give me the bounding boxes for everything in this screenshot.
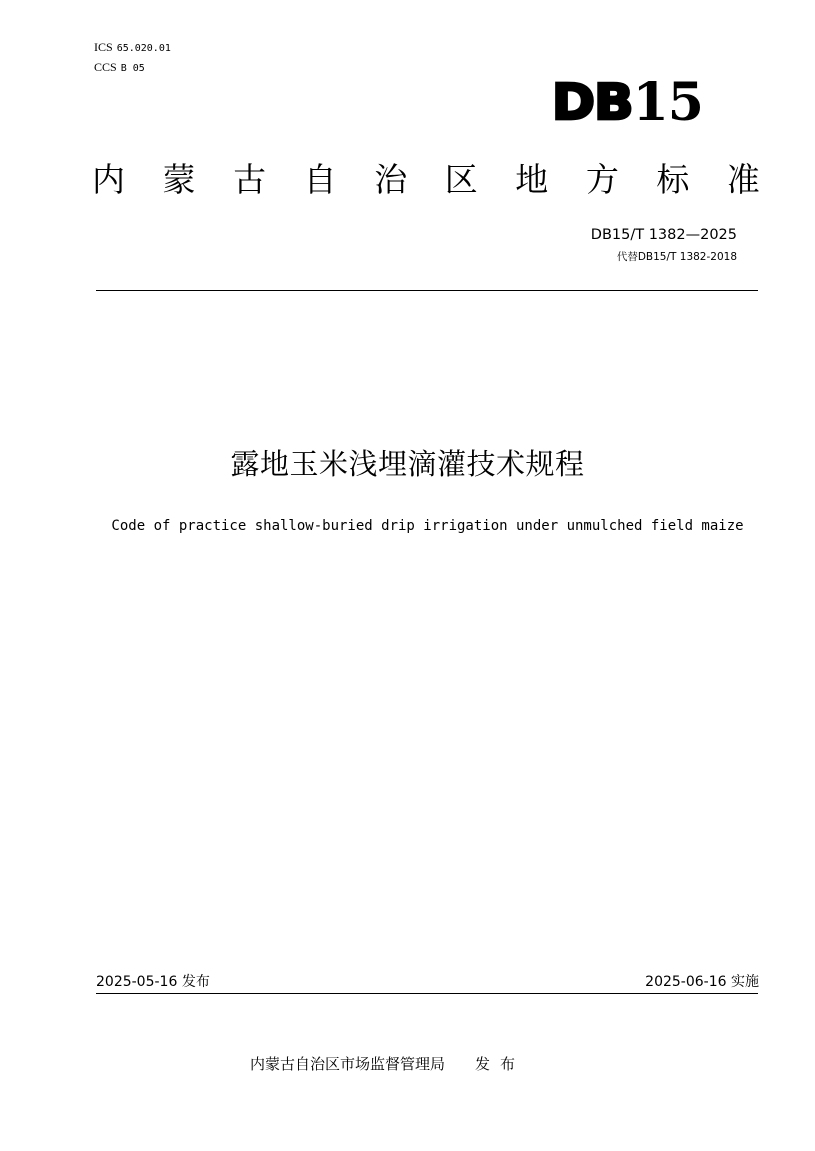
ics-value: 65.020.01 [116,43,171,54]
ics-label: ICS [94,40,113,54]
ccs-label: CCS [94,60,117,74]
heading-char: 内 [92,160,125,199]
db15-logo [552,72,703,134]
heading-char: 标 [656,160,690,199]
top-divider [96,290,758,291]
standard-number: DB15/T 1382—2025 [590,227,737,243]
issuer-name: 内蒙古自治区市场监督管理局 [250,1055,446,1073]
bottom-divider [96,993,758,994]
publish-label: 发布 [181,974,210,990]
implement-label: 实施 [731,974,759,990]
heading-char: 方 [585,160,619,199]
logo-number: 15 [632,72,703,133]
heading-char: 准 [726,160,760,199]
publish-date: 2025-05-16 [96,974,178,990]
logo-prefix: DB [551,74,633,132]
replaces-note: 代替DB15/T 1382-2018 [616,251,737,263]
heading-char: 蒙 [162,160,196,199]
ics-code [94,40,171,56]
issuer-line [250,1054,525,1074]
heading-char: 治 [374,160,408,199]
heading-char: 地 [515,160,549,199]
standard-type-heading [92,158,760,202]
heading-char: 自 [303,160,337,199]
title-english: Code of practice shallow-buried drip irrigation under unmulched field maize [111,518,744,534]
ccs-code [94,60,145,76]
title-chinese: 露地玉米浅埋滴灌技术规程 [230,447,585,481]
ccs-value: B 05 [120,63,145,74]
issuer-action: 发布 [475,1055,526,1073]
heading-char: 古 [233,160,267,199]
publish-date-line [96,972,210,992]
heading-char: 区 [444,160,478,199]
implement-date-line [645,972,759,992]
implement-date: 2025-06-16 [645,974,727,990]
